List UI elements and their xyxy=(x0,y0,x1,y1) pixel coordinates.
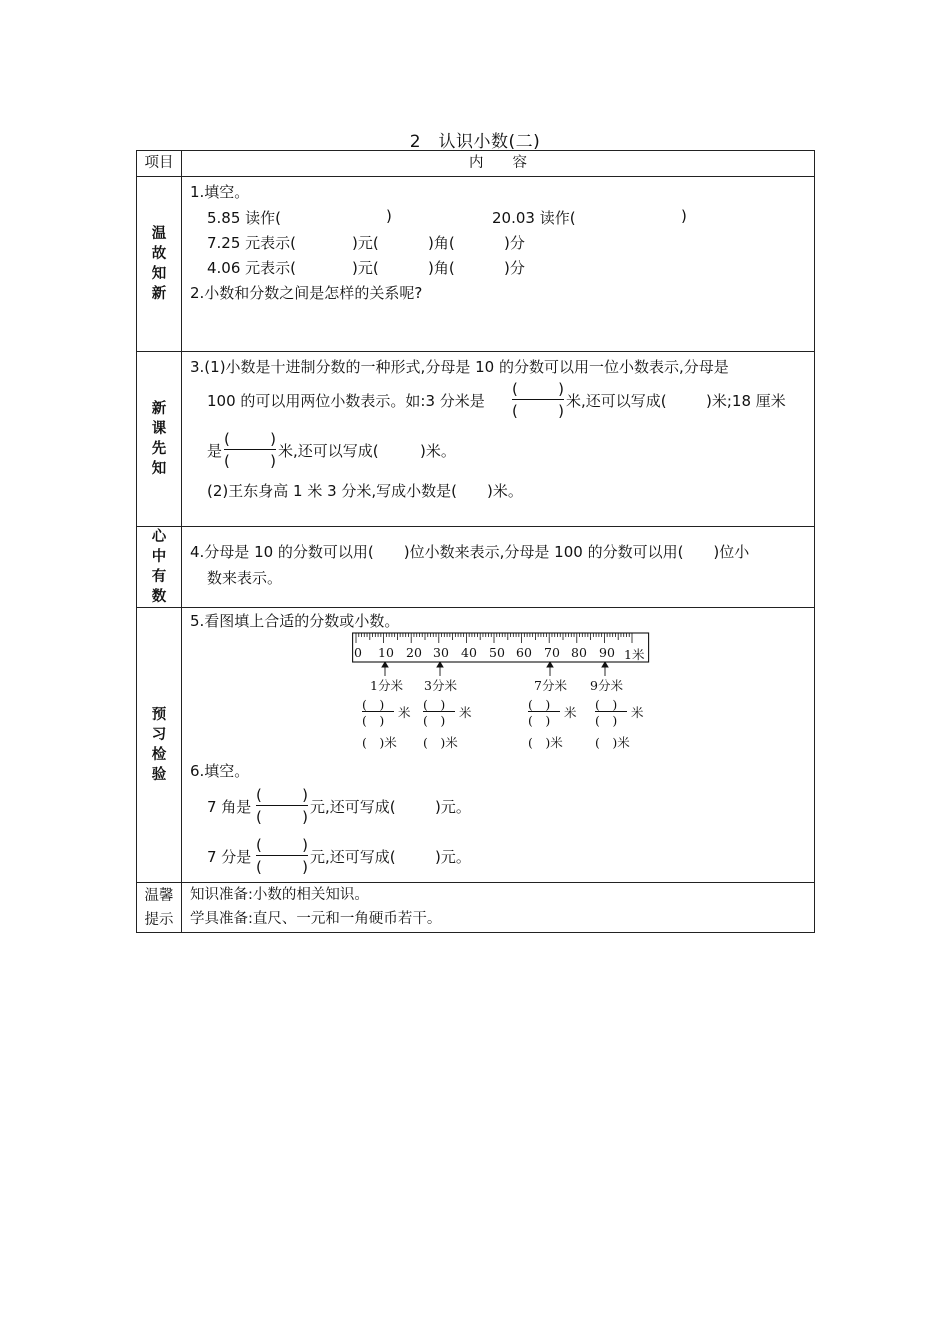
q1-c-jiao: )角( xyxy=(428,234,455,252)
q3-line3c: )米。 xyxy=(420,442,456,460)
ruler-label: 50 xyxy=(489,645,505,660)
fraction-blank[interactable]: ( ) ( ) xyxy=(512,380,564,420)
q6-a-end: )元。 xyxy=(435,798,471,816)
q4-line2: 数来表示。 xyxy=(207,569,283,587)
section-preview xyxy=(137,352,815,527)
q1-b: 20.03 读作( xyxy=(492,209,576,227)
q6-b-prefix: 7 分是 xyxy=(207,848,252,866)
marker-label: 7分米 xyxy=(534,678,567,693)
q6-b-end: )元。 xyxy=(435,848,471,866)
q1-title: 1.填空。 xyxy=(190,183,250,201)
q3-line3b: 米,还可以写成( xyxy=(278,442,379,460)
section-label-check: 预习检验 xyxy=(151,707,167,783)
q1-d: 4.06 元表示( xyxy=(207,259,297,277)
q3-line4: (2)王东身高 1 米 3 分米,写成小数是( )米。 xyxy=(207,482,523,500)
ruler-label: 60 xyxy=(516,645,532,660)
ruler-label: 1米 xyxy=(624,647,645,662)
marker-label: 9分米 xyxy=(590,678,623,693)
section-label-preview: 新课先知 xyxy=(151,401,167,477)
q3-line2c: )米;18 厘米 xyxy=(706,392,786,410)
header-item: 项目 xyxy=(137,151,182,177)
ruler-label: 40 xyxy=(461,645,477,660)
q1-d-fen: )分 xyxy=(504,259,525,277)
ruler-label: 70 xyxy=(544,645,560,660)
section-check xyxy=(137,608,815,883)
section-review xyxy=(137,177,815,352)
answer-group-7[interactable]: ( ) ( ) 米 ( )米 xyxy=(528,697,577,750)
answer-group-1[interactable]: ( ) ( ) 米 ( )米 xyxy=(362,697,411,750)
tip-tools: 学具准备:直尺、一元和一角硬币若干。 xyxy=(190,911,442,927)
q1-a-end: ) xyxy=(386,207,392,225)
fraction-blank[interactable]: ( ) ( ) xyxy=(224,430,276,470)
ruler-label: 90 xyxy=(599,645,615,660)
q3-line3a: 是 xyxy=(207,442,223,460)
section-label-mind: 心中有数 xyxy=(151,529,167,605)
q1-c-yuan: )元( xyxy=(352,234,379,252)
fraction-blank[interactable]: ( ) ( ) xyxy=(256,786,308,826)
q1-c-fen: )分 xyxy=(504,234,525,252)
q1-d-yuan: )元( xyxy=(352,259,379,277)
tip-knowledge: 知识准备:小数的相关知识。 xyxy=(190,887,369,903)
ruler-label: 80 xyxy=(571,645,587,660)
q3-line2b: 米,还可以写成( xyxy=(566,392,667,410)
q6-title: 6.填空。 xyxy=(190,762,250,780)
answer-group-9[interactable]: ( ) ( ) 米 ( )米 xyxy=(595,697,644,750)
q6-a-mid: 元,还可写成( xyxy=(310,798,396,816)
q5-title: 5.看图填上合适的分数或小数。 xyxy=(190,612,400,630)
header-row xyxy=(137,151,815,177)
marker-label: 3分米 xyxy=(424,678,457,693)
ruler-label: 20 xyxy=(406,645,422,660)
q4-line1: 4.分母是 10 的分数可以用( )位小数来表示,分母是 100 的分数可以用( )位小 xyxy=(190,543,750,561)
marker-label: 1分米 xyxy=(370,678,403,693)
q1-a: 5.85 读作( xyxy=(207,209,282,227)
section-mind xyxy=(137,527,815,608)
tips-label-1: 温馨 xyxy=(144,887,174,904)
worksheet-table xyxy=(136,150,815,933)
q2: 2.小数和分数之间是怎样的关系呢? xyxy=(190,284,423,302)
tips-label-2: 提示 xyxy=(144,911,174,928)
q6-a-prefix: 7 角是 xyxy=(207,798,252,816)
section-tips xyxy=(137,883,815,933)
ruler-label: 30 xyxy=(433,645,449,660)
ruler-figure xyxy=(352,632,652,752)
ruler-label: 0 xyxy=(354,645,362,660)
q6-b-mid: 元,还可写成( xyxy=(310,848,396,866)
header-content: 内 容 xyxy=(182,151,815,177)
q3-line1: 3.(1)小数是十进制分数的一种形式,分母是 10 的分数可以用一位小数表示,分母是 xyxy=(190,358,729,376)
q1-d-jiao: )角( xyxy=(428,259,455,277)
page-title: 2 认识小数(二) xyxy=(409,132,541,152)
ruler-label: 10 xyxy=(378,645,394,660)
q3-line2a: 100 的可以用两位小数表示。如:3 分米是 xyxy=(207,392,485,410)
q1-b-end: ) xyxy=(681,207,687,225)
fraction-blank[interactable]: ( ) ( ) xyxy=(256,836,308,876)
section-label-review: 温故知新 xyxy=(151,226,167,302)
q1-c: 7.25 元表示( xyxy=(207,234,297,252)
answer-group-3[interactable]: ( ) ( ) 米 ( )米 xyxy=(423,697,472,750)
